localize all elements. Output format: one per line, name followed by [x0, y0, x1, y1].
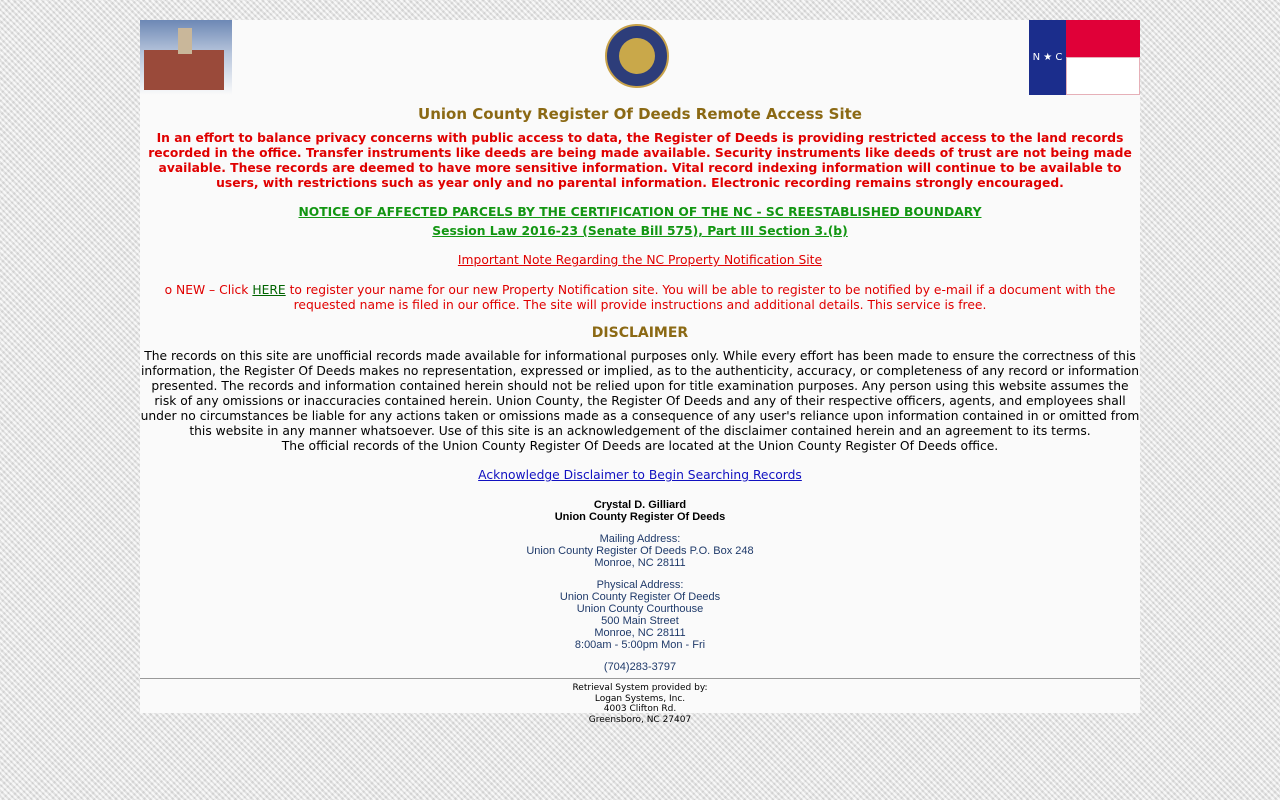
footer: Retrieval System provided by: Logan Systems, Inc. 4003 Clifton Rd. Greensboro, NC 27407: [572, 683, 708, 725]
session-law-link[interactable]: Session Law 2016-23 (Senate Bill 575), Part III Section 3.(b): [432, 224, 848, 238]
privacy-notice: In an effort to balance privacy concerns with public access to data, the Register of Deeds is providing restricted access to the land records recorded in the office. Transfer instruments like deeds are being made available. Security instruments like deeds of trust are not being made available. These records are deemed to have more sensitive information. Vital record indexing information will continue to be available to users, with restrictions such as year only and no parental information. Electronic recording remains strongly encouraged.: [148, 131, 1132, 190]
courthouse-image: [140, 20, 232, 95]
page-container: [140, 20, 1140, 725]
union-county-seal-logo: [605, 24, 669, 88]
affected-parcels-link[interactable]: NOTICE OF AFFECTED PARCELS BY THE CERTIFICATION OF THE NC - SC REESTABLISHED BOUNDARY: [298, 205, 982, 219]
here-link[interactable]: HERE: [252, 283, 286, 297]
nc-flag-image: [1029, 20, 1140, 95]
divider: [140, 678, 1140, 679]
header: [140, 20, 1140, 95]
disclaimer-text: The records on this site are unofficial records made available for informational purposes only. While every effort has been made to ensure the correctness of this information, the Register Of Deeds makes no representation, expressed or implied, as to the authenticity, accuracy, or completeness of any record or information presented. The records and information contained herein should not be relied upon for title examination purposes. Any person using this website assumes the risk of any omissions or inaccuracies contained herein. Union County, the Register Of Deeds and any of their respective officers, agents, and employees shall under no circumstances be liable for any actions taken or omissions made as a consequence of any user's reliance upon information contained in or omitted from this website in any manner whatsoever. Use of this site is an acknowledgement of the disclaimer contained herein and an agreement to its terms.: [140, 349, 1140, 438]
signer: Crystal D. Gilliard Union County Register Of Deeds: [554, 499, 726, 523]
physical-address: Physical Address: Union County Register Of Deeds Union County Courthouse 500 Main Street Monroe, NC 28111 8:00am - 5:00pm Mon - Fri: [559, 579, 721, 651]
flag-letters: N ★ C: [1029, 20, 1066, 95]
disclaimer-heading: DISCLAIMER: [591, 325, 689, 341]
page-title: Union County Register Of Deeds Remote Access Site: [418, 105, 862, 123]
acknowledge-disclaimer-link[interactable]: Acknowledge Disclaimer to Begin Searching Records: [478, 468, 802, 482]
phone-number: (704)283-3797: [603, 661, 677, 673]
important-note-link[interactable]: Important Note Regarding the NC Property Notification Site: [457, 253, 823, 267]
official-records-note: The official records of the Union County Register Of Deeds are located at the Union County Register Of Deeds office.: [281, 439, 999, 453]
new-registration-notice: o NEW – Click HERE to register your name for our new Property Notification site. You will be able to register to be notified by e-mail if a document with the requested name is filed in our office. The site will provide instructions and additional details. This service is free.: [164, 283, 1116, 312]
mailing-address: Mailing Address: Union County Register Of Deeds P.O. Box 248 Monroe, NC 28111: [526, 533, 754, 569]
